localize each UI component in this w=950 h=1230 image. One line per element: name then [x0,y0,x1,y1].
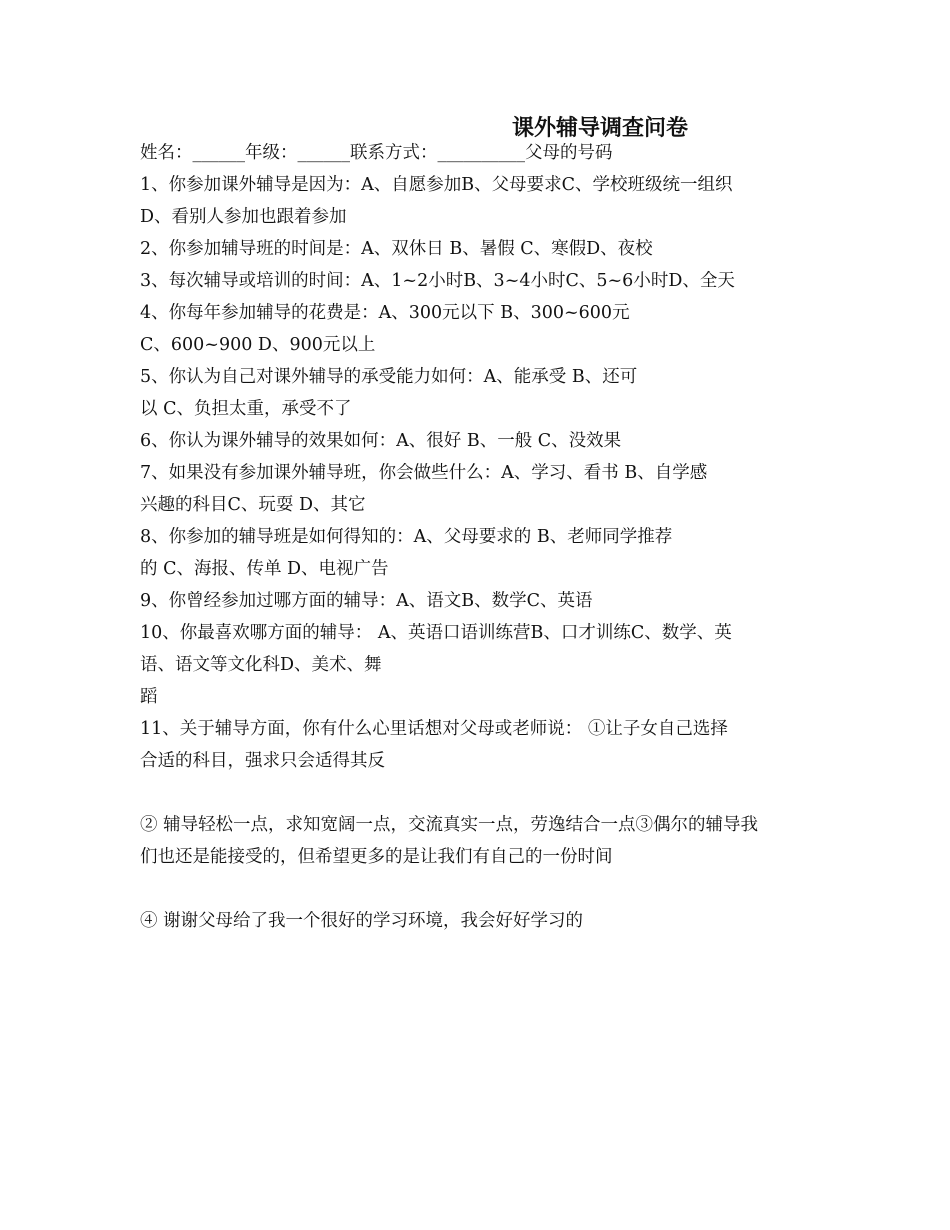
question-7-line-1: 7、如果没有参加课外辅导班，你会做些什么：A、学习、看书 B、自学感 [140,463,708,483]
question-11-line-1: 11、关于辅导方面，你有什么心里话想对父母或老师说： ①让子女自己选择 [140,719,728,739]
question-6: 6、你认为课外辅导的效果如何：A、很好 B、一般 C、没效果 [140,431,622,451]
question-5-line-1: 5、你认为自己对课外辅导的承受能力如何：A、能承受 B、还可 [140,367,638,387]
question-1-line-2: D、看别人参加也跟着参加 [140,207,347,227]
question-4-line-1: 4、你每年参加辅导的花费是：A、300元以下 B、300~600元 [140,303,630,323]
question-8-line-2: 的 C、海报、传单 D、电视广告 [140,559,389,579]
answer-2-line-1: ② 辅导轻松一点，求知宽阔一点，交流真实一点，劳逸结合一点③偶尔的辅导我 [140,815,759,835]
question-1-line-1: 1、你参加课外辅导是因为：A、自愿参加B、父母要求C、学校班级统一组织 [140,175,733,195]
info-line: 姓名：______年级：______联系方式：__________父母的号码 [140,143,613,163]
question-9: 9、你曾经参加过哪方面的辅导：A、语文B、数学C、英语 [140,591,593,611]
question-11-line-2: 合适的科目，强求只会适得其反 [140,751,385,771]
document-title: 课外辅导调查问卷 [511,116,688,141]
question-7-line-2: 兴趣的科目C、玩耍 D、其它 [140,495,366,515]
answer-2-line-2: 们也还是能接受的，但希望更多的是让我们有自己的一份时间 [140,847,613,867]
question-10-line-1: 10、你最喜欢哪方面的辅导： A、英语口语训练营B、口才训练C、数学、英 [140,623,732,643]
question-5-line-2: 以 C、负担太重，承受不了 [140,399,352,419]
question-3: 3、每次辅导或培训的时间：A、1~2小时B、3~4小时C、5~6小时D、全天 [140,271,735,291]
question-10-line-2: 语、语文等文化科D、美术、舞 [140,655,382,675]
question-2: 2、你参加辅导班的时间是：A、双休日 B、暑假 C、寒假D、夜校 [140,239,653,259]
question-8-line-1: 8、你参加的辅导班是如何得知的：A、父母要求的 B、老师同学推荐 [140,527,673,547]
question-4-line-2: C、600~900 D、900元以上 [140,335,376,355]
answer-4: ④ 谢谢父母给了我一个很好的学习环境，我会好好学习的 [140,911,584,931]
question-10-line-3: 蹈 [140,687,158,707]
